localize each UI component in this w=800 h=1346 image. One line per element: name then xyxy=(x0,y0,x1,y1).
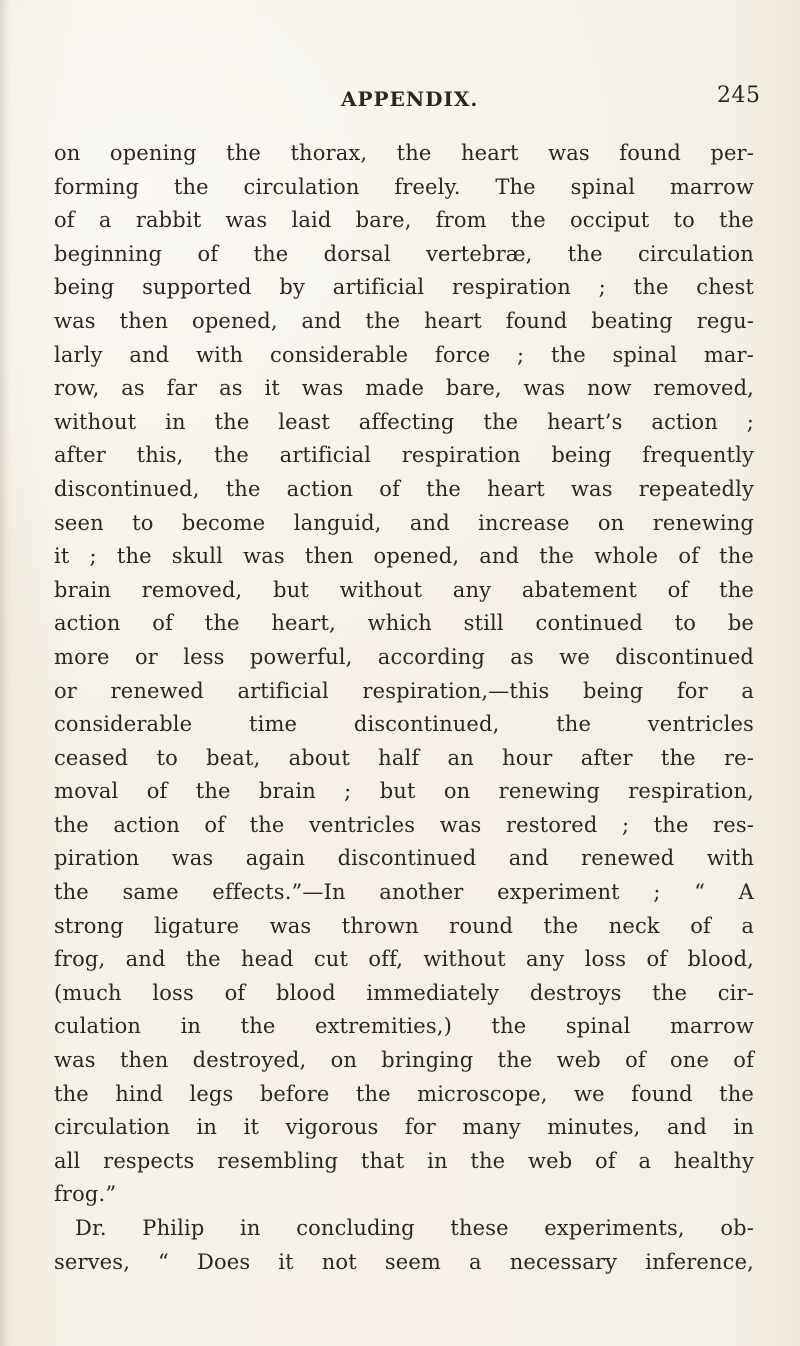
text-line: discontinued, the action of the heart was repeatedly xyxy=(54,476,754,501)
text-line: after this, the artificial respiration being frequently xyxy=(54,443,754,468)
text-line: moval of the brain ; but on renewing respiration, xyxy=(54,779,754,804)
text-line: more or less powerful, according as we discontinued xyxy=(54,644,754,669)
paragraph-end-line: frog.” xyxy=(54,1182,117,1207)
text-line: the same effects.”—In another experiment ; “ A xyxy=(54,880,754,905)
text-line: the action of the ventricles was restored ; the res- xyxy=(54,812,754,837)
text-line: forming the circulation freely. The spinal marrow xyxy=(54,174,754,199)
body-text xyxy=(54,137,754,1279)
text-line: on opening the thorax, the heart was found per- xyxy=(54,141,754,165)
text-line: row, as far as it was made bare, was now removed, xyxy=(54,376,754,401)
text-line: of a rabbit was laid bare, from the occiput to the xyxy=(54,208,754,233)
text-line: piration was again discontinued and renewed with xyxy=(54,846,754,871)
text-line: was then opened, and the heart found beating regu- xyxy=(54,308,754,333)
text-line: being supported by artificial respiration ; the chest xyxy=(54,275,754,300)
page-number: 245 xyxy=(717,83,761,108)
text-line: ceased to beat, about half an hour after the re- xyxy=(54,745,754,770)
text-line: beginning of the dorsal vertebræ, the circulation xyxy=(54,241,754,266)
text-line: brain removed, but without any abatement of the xyxy=(54,577,754,602)
page-edge-shadow xyxy=(0,0,10,1346)
page-header xyxy=(0,83,800,123)
text-line: action of the heart, which still continued to be xyxy=(54,611,754,636)
text-line: frog, and the head cut off, without any loss of blood, xyxy=(54,947,754,972)
text-line: strong ligature was thrown round the neck of a xyxy=(54,913,754,938)
text-line: culation in the extremities,) the spinal marrow xyxy=(54,1014,754,1039)
text-line: considerable time discontinued, the ventricles xyxy=(54,712,754,737)
text-line: serves, “ Does it not seem a necessary inference, xyxy=(54,1249,754,1274)
text-line: seen to become languid, and increase on renewing xyxy=(54,510,754,535)
text-line: circulation in it vigorous for many minutes, and in xyxy=(54,1115,754,1140)
text-line: without in the least affecting the heart’s action ; xyxy=(54,409,754,434)
text-line: was then destroyed, on bringing the web of one of xyxy=(54,1048,754,1073)
text-line: larly and with considerable force ; the spinal mar- xyxy=(54,342,754,367)
text-line: or renewed artificial respiration,—this being for a xyxy=(54,678,754,703)
text-line: it ; the skull was then opened, and the whole of the xyxy=(54,544,754,569)
paragraph-start-line: Dr. Philip in concluding these experiments, ob- xyxy=(75,1216,754,1240)
running-head: APPENDIX. xyxy=(341,87,479,111)
text-line: (much loss of blood immediately destroys the cir- xyxy=(54,980,754,1005)
text-line: the hind legs before the microscope, we found the xyxy=(54,1081,754,1106)
text-line: all respects resembling that in the web of a healthy xyxy=(54,1148,754,1173)
